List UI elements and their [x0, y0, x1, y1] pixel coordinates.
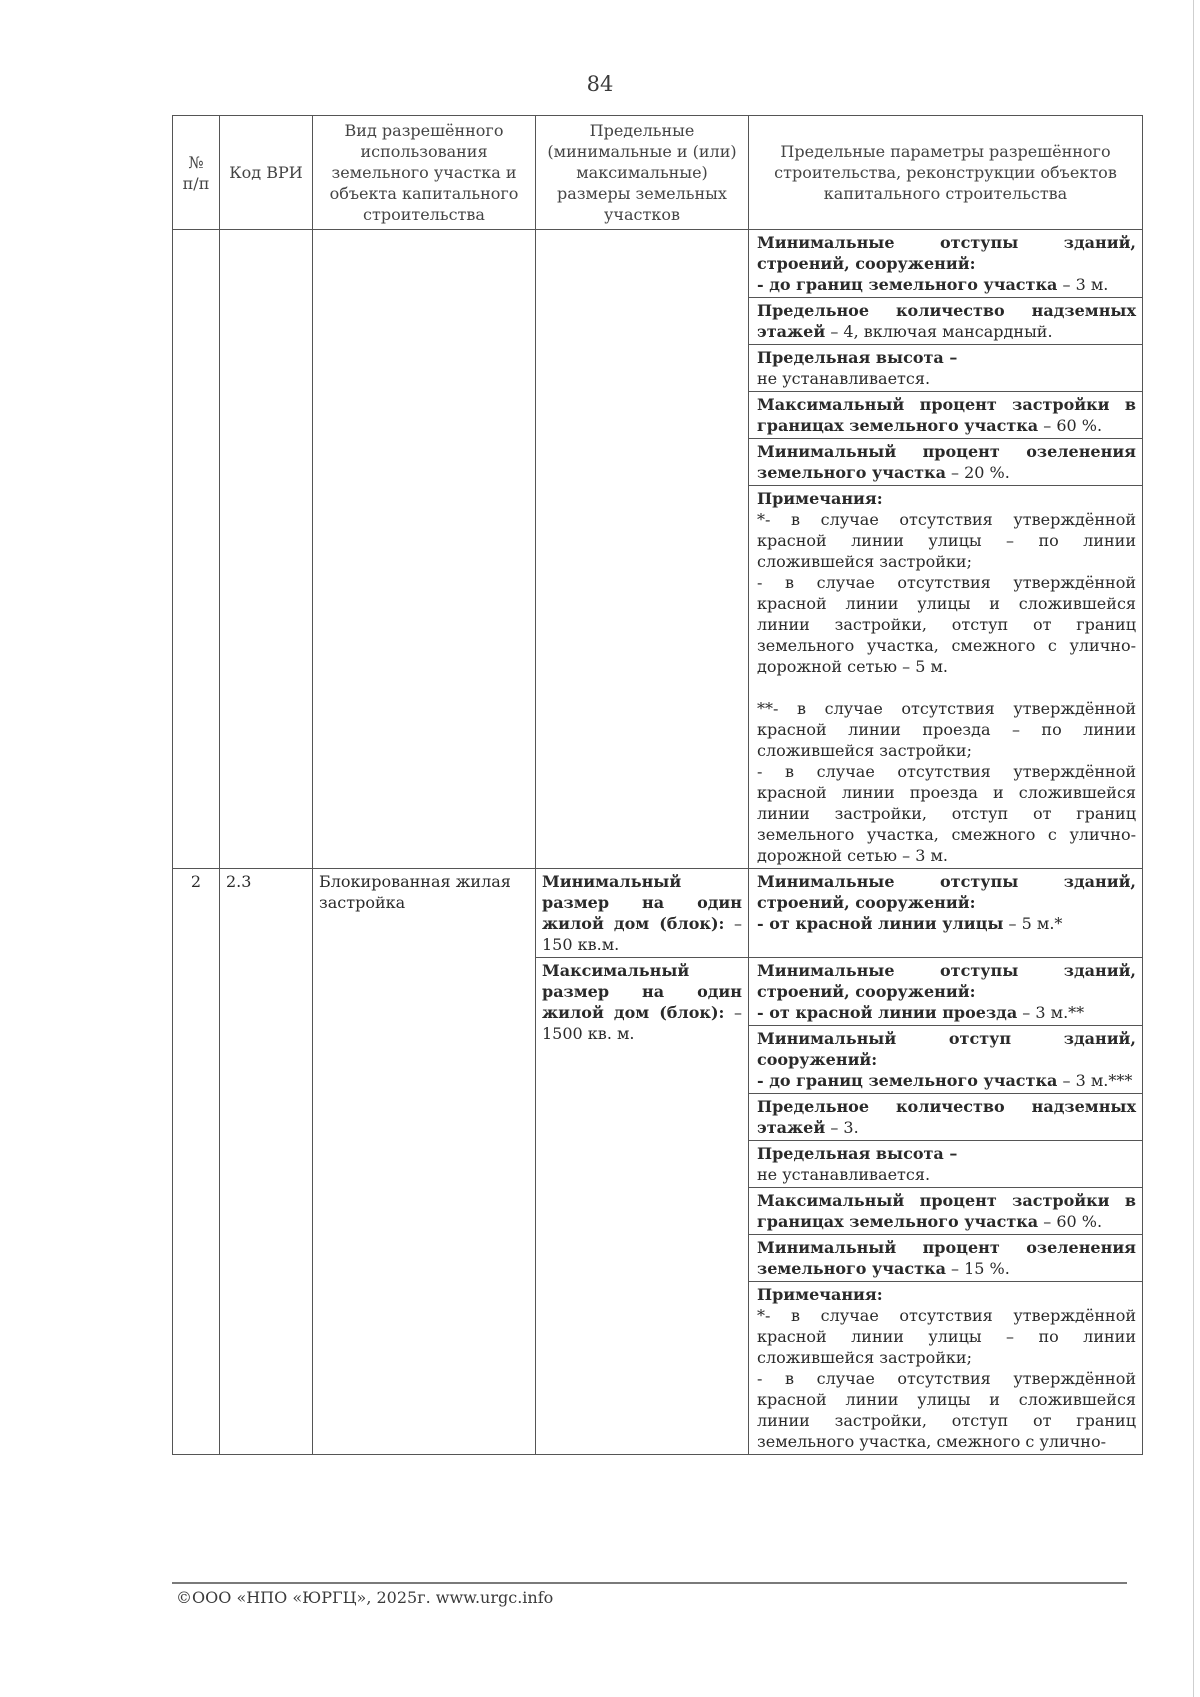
cell-use-type: Блокированная жилая застройка	[313, 869, 536, 1455]
param-title: Минимальный процент озеленения земельного участка	[757, 442, 1136, 482]
cell-number-empty	[173, 230, 220, 869]
header-number: № п/п	[173, 116, 220, 230]
param-floors	[749, 298, 1143, 345]
note-paragraph: - в случае отсутствия утверждённой красной линии проезда и сложившейся линии застройки, отступ от границ земельного участка, смежного с улично-дорожной сетью – 3 м.	[757, 762, 1136, 865]
header-plot-sizes: Предельные (минимальные и (или) максимальные) размеры земельных участков	[536, 116, 749, 230]
param-value: не устанавливается.	[757, 369, 931, 388]
size-value: – 150 кв.м.	[542, 914, 742, 954]
param-height	[749, 345, 1143, 392]
param-setback-plot	[749, 1026, 1143, 1094]
param-value: – 60 %.	[1038, 1212, 1103, 1231]
param-coverage	[749, 392, 1143, 439]
param-value: – 15 %.	[945, 1259, 1010, 1278]
notes-title: Примечания:	[757, 1285, 883, 1304]
scan-edge	[1193, 0, 1194, 1697]
page-number: 84	[586, 72, 614, 96]
param-title: Предельное количество надземных этажей	[757, 301, 1136, 341]
param-title: Максимальный процент застройки в границах земельного участка	[757, 1191, 1136, 1231]
param-greening	[749, 439, 1143, 486]
param-setbacks-passage	[749, 958, 1143, 1026]
table-header-row	[173, 116, 1143, 230]
footer-copyright: ©ООО «НПО «ЮРГЦ», 2025г. www.urgc.info	[176, 1588, 554, 1607]
param-title: Минимальные отступы зданий, строений, сооружений:	[757, 961, 1136, 1001]
note-paragraph: *- в случае отсутствия утверждённой красной линии улицы – по линии сложившейся застройки;	[757, 510, 1136, 571]
param-floors	[749, 1094, 1143, 1141]
footer-divider	[172, 1582, 1127, 1584]
cell-number: 2	[173, 869, 220, 1455]
param-notes	[749, 486, 1143, 869]
param-title: Максимальный процент застройки в границах земельного участка	[757, 395, 1136, 435]
param-line: - до границ земельного участка	[757, 275, 1058, 294]
param-value: – 60 %.	[1038, 416, 1103, 435]
cell-code-empty	[220, 230, 313, 869]
cell-size-empty	[536, 230, 749, 869]
param-value: – 4, включая мансардный.	[825, 322, 1053, 341]
note-paragraph: - в случае отсутствия утверждённой красной линии улицы и сложившейся линии застройки, отступ от границ земельного участка, смежного с улично-дорожной сетью – 5 м.	[757, 573, 1136, 676]
param-title: Минимальные отступы зданий, строений, сооружений:	[757, 872, 1136, 912]
size-value: – 1500 кв. м.	[542, 1003, 742, 1043]
zoning-parameters-table	[172, 115, 1143, 1455]
param-setbacks-street	[749, 869, 1143, 958]
note-paragraph: *- в случае отсутствия утверждённой красной линии улицы – по линии сложившейся застройки;	[757, 1306, 1136, 1367]
param-title: Предельное количество надземных этажей	[757, 1097, 1136, 1137]
param-coverage	[749, 1188, 1143, 1235]
param-greening	[749, 1235, 1143, 1282]
param-value: – 5 м.*	[1003, 914, 1063, 933]
header-build-params: Предельные параметры разрешённого строительства, реконструкции объектов капитального строительства	[749, 116, 1143, 230]
param-line: - от красной линии улицы	[757, 914, 1004, 933]
table-row	[173, 230, 1143, 298]
param-setbacks	[749, 230, 1143, 298]
note-paragraph: **- в случае отсутствия утверждённой красной линии проезда – по линии сложившейся застройки;	[757, 699, 1136, 760]
param-value: – 3.	[825, 1118, 859, 1137]
param-title: Минимальный процент озеленения земельного участка	[757, 1238, 1136, 1278]
cell-use-empty	[313, 230, 536, 869]
table-row	[173, 869, 1143, 958]
header-code: Код ВРИ	[220, 116, 313, 230]
param-height	[749, 1141, 1143, 1188]
size-title: Минимальный размер на один жилой дом (блок):	[542, 872, 742, 933]
param-notes	[749, 1282, 1143, 1455]
param-value: не устанавливается.	[757, 1165, 931, 1184]
cell-min-size	[536, 869, 749, 958]
param-value: – 3 м.	[1057, 275, 1109, 294]
param-title: Минимальные отступы зданий, строений, сооружений:	[757, 233, 1136, 273]
header-use-type: Вид разрешённого использования земельного участка и объекта капитального строительства	[313, 116, 536, 230]
cell-code: 2.3	[220, 869, 313, 1455]
param-title: Минимальный отступ зданий, сооружений:	[757, 1029, 1136, 1069]
param-line: - от красной линии проезда	[757, 1003, 1018, 1022]
param-value: – 3 м.**	[1017, 1003, 1085, 1022]
param-value: – 20 %.	[945, 463, 1010, 482]
notes-title: Примечания:	[757, 489, 883, 508]
note-paragraph: - в случае отсутствия утверждённой красной линии улицы и сложившейся линии застройки, отступ от границ земельного участка, смежного с улично-	[757, 1369, 1136, 1451]
param-value: – 3 м.***	[1057, 1071, 1133, 1090]
param-title: Предельная высота –	[757, 348, 958, 367]
size-title: Максимальный размер на один жилой дом (блок):	[542, 961, 742, 1022]
param-title: Предельная высота –	[757, 1144, 958, 1163]
cell-max-size	[536, 958, 749, 1455]
param-line: - до границ земельного участка	[757, 1071, 1058, 1090]
